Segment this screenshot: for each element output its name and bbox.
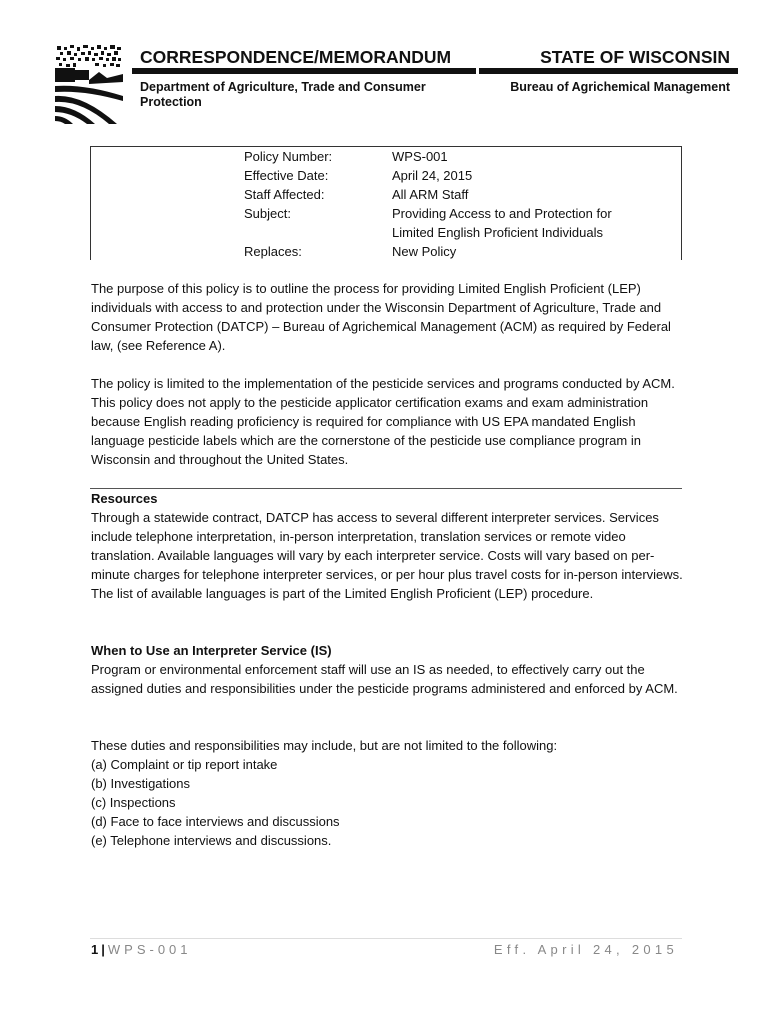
effective-date-label: Effective Date: bbox=[244, 168, 329, 183]
bureau-name: Bureau of Agrichemical Management bbox=[510, 80, 730, 94]
scope-text: The policy is limited to the implementation of the pesticide services and programs conducted by ACM. This policy does not apply to the pesticide applicator certification exams and exam administration because English reading proficiency is required for compliance with US EPA mandated English language pesticide labels which are the cornerstone of the pesticide use compliance program in Wisconsin and throughout the United States. bbox=[91, 376, 675, 467]
duties-section bbox=[91, 736, 683, 850]
scope-paragraph bbox=[91, 374, 683, 469]
resources-section bbox=[91, 489, 683, 603]
policy-info-box bbox=[90, 146, 682, 260]
subject-value: Providing Access to and Protection for Limited English Proficient Individuals bbox=[392, 206, 612, 240]
duty-item: (b) Investigations bbox=[91, 776, 190, 791]
purpose-paragraph bbox=[91, 279, 683, 355]
staff-affected-value: All ARM Staff bbox=[392, 187, 469, 202]
subject-label: Subject: bbox=[244, 206, 291, 221]
replaces-value: New Policy bbox=[392, 244, 457, 259]
when-to-use-section bbox=[91, 641, 683, 698]
replaces-label: Replaces: bbox=[244, 244, 302, 259]
when-to-use-heading: When to Use an Interpreter Service (IS) bbox=[91, 643, 332, 658]
memorandum-title: CORRESPONDENCE/MEMORANDUM bbox=[140, 47, 452, 67]
footer-separator: | bbox=[101, 942, 105, 957]
duty-item: (e) Telephone interviews and discussions. bbox=[91, 833, 332, 848]
staff-affected-label: Staff Affected: bbox=[244, 187, 325, 202]
department-name: Department of Agriculture, Trade and Consumer Protection bbox=[140, 80, 426, 109]
policy-number-label: Policy Number: bbox=[244, 149, 333, 164]
footer-divider bbox=[90, 938, 682, 939]
header-divider bbox=[132, 68, 738, 74]
footer-doc-code: WPS-001 bbox=[107, 942, 192, 957]
footer-effective-date: Eff. April 24, 2015 bbox=[493, 942, 678, 957]
duty-item: (d) Face to face interviews and discussions bbox=[91, 814, 340, 829]
duty-item: (c) Inspections bbox=[91, 795, 176, 810]
duty-item: (a) Complaint or tip report intake bbox=[91, 757, 278, 772]
state-title: STATE OF WISCONSIN bbox=[540, 47, 730, 67]
wisconsin-datcp-logo bbox=[55, 44, 123, 124]
page-number: 1 bbox=[91, 942, 99, 957]
footer-page-info bbox=[91, 940, 192, 959]
resources-text: Through a statewide contract, DATCP has access to several different interpreter services. Services include telephone interpretation, in-person interpretation, translation services or remote video translation. Available languages will vary by each interpreter service. Costs will vary based on per-minute charges for telephone interpreter services, or per hour plus travel costs for in-person interviews. The list of available languages is part of the Limited English Proficient (LEP) procedure. bbox=[91, 510, 683, 601]
resources-heading: Resources bbox=[91, 491, 158, 506]
effective-date-value: April 24, 2015 bbox=[392, 168, 473, 183]
when-to-use-text: Program or environmental enforcement staff will use an IS as needed, to effectively carry out the assigned duties and responsibilities under the pesticide programs administered and enforced by ACM. bbox=[91, 662, 678, 696]
purpose-text: The purpose of this policy is to outline the process for providing Limited English Proficient (LEP) individuals with access to and protection under the Wisconsin Department of Agriculture, Trade and Consumer Protection (DATCP) – Bureau of Agrichemical Management (ACM) as required by Federal law, (see Reference A). bbox=[91, 281, 671, 353]
duties-intro: These duties and responsibilities may include, but are not limited to the following: bbox=[91, 738, 558, 753]
policy-number-value: WPS-001 bbox=[392, 149, 448, 164]
